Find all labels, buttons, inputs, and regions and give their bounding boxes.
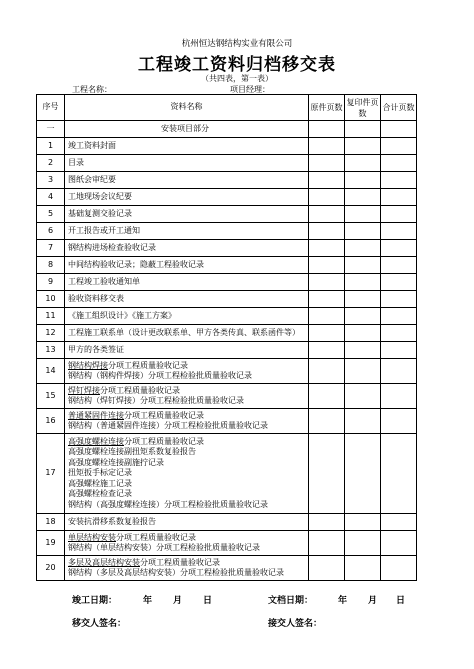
document-name-cell xyxy=(65,172,309,189)
document-name-line: 开工报告或开工通知 xyxy=(68,225,140,235)
original-pages-cell xyxy=(309,556,345,581)
document-name-cell xyxy=(65,291,309,308)
project-name-label: 工程名称： xyxy=(72,85,112,94)
document-name-line: 安装抗滑移系数复验报告 xyxy=(68,516,156,526)
row-number: 19 xyxy=(37,531,65,556)
table-row xyxy=(37,384,417,409)
row-number: 7 xyxy=(37,240,65,257)
copy-pages-cell xyxy=(345,189,381,206)
document-name-line: 《施工组织设计》《施工方案》 xyxy=(68,310,176,320)
document-name-cell xyxy=(65,556,309,581)
original-pages-cell xyxy=(309,308,345,325)
row-number: 1 xyxy=(37,138,65,155)
col-header-original-pages: 原件页数 xyxy=(309,95,345,121)
row-number: 18 xyxy=(37,514,65,531)
copy-pages-cell xyxy=(345,138,381,155)
document-name-line: 基础复测交验记录 xyxy=(68,208,132,218)
row-number: 2 xyxy=(37,155,65,172)
section-row xyxy=(37,121,417,138)
document-name-line: 图纸会审纪要 xyxy=(68,174,116,184)
table-row xyxy=(37,257,417,274)
total-pages-cell xyxy=(381,409,417,434)
total-pages-cell xyxy=(381,257,417,274)
document-subtitle: （共四表，第一表） xyxy=(201,74,273,83)
document-name-line: 高强度螺栓连接分项工程质量验收记录 xyxy=(68,436,204,446)
document-name-line: 验收资料移交表 xyxy=(68,293,124,303)
original-pages-cell xyxy=(309,189,345,206)
copy-pages-cell xyxy=(345,206,381,223)
archive-year: 年 xyxy=(338,596,348,606)
company-name: 杭州恒达钢结构实业有限公司 xyxy=(181,39,293,49)
document-name-line: 竣工资料封面 xyxy=(68,140,116,150)
completion-date-label: 竣工日期： xyxy=(72,596,118,606)
table-row xyxy=(37,240,417,257)
total-pages-cell xyxy=(381,308,417,325)
table-row xyxy=(37,342,417,359)
table-row xyxy=(37,291,417,308)
col-header-name: 资料名称 xyxy=(65,95,309,121)
document-name-line: 高强螺栓检查记录 xyxy=(68,489,132,499)
original-pages-cell xyxy=(309,155,345,172)
copy-pages-cell xyxy=(345,223,381,240)
table-row xyxy=(37,155,417,172)
original-pages-cell xyxy=(309,409,345,434)
total-pages-cell xyxy=(381,206,417,223)
total-pages-cell xyxy=(381,172,417,189)
document-name-cell xyxy=(65,155,309,172)
table-row xyxy=(37,325,417,342)
document-name-cell xyxy=(65,189,309,206)
document-name-cell xyxy=(65,359,309,384)
original-pages-cell xyxy=(309,325,345,342)
document-name-line: 甲方的各类签证 xyxy=(68,344,124,354)
document-name-cell xyxy=(65,240,309,257)
row-number: 15 xyxy=(37,384,65,409)
document-name-line: 钢结构焊接分项工程质量验收记录 xyxy=(68,360,188,370)
document-name-line: 普通紧固件连接分项工程质量验收记录 xyxy=(68,410,204,420)
table-row xyxy=(37,138,417,155)
copy-pages-cell xyxy=(345,556,381,581)
receiver-signature-label: 接交人签名： xyxy=(268,619,323,629)
table-row xyxy=(37,514,417,531)
row-number: 5 xyxy=(37,206,65,223)
document-name-cell xyxy=(65,325,309,342)
document-name-cell xyxy=(65,514,309,531)
document-name-cell xyxy=(65,138,309,155)
total-pages-cell xyxy=(381,434,417,514)
handover-signature-label: 移交人签名： xyxy=(72,619,127,629)
document-name-line: 钢结构（单层结构安装）分项工程检验批质量验收记录 xyxy=(68,543,260,552)
document-name-cell xyxy=(65,223,309,240)
original-pages-cell xyxy=(309,206,345,223)
original-pages-cell xyxy=(309,359,345,384)
total-pages-cell xyxy=(381,223,417,240)
document-name-line: 中间结构验收记录；隐蔽工程验收记录 xyxy=(68,259,204,269)
table-row xyxy=(37,274,417,291)
project-manager-label: 项目经理： xyxy=(230,85,270,94)
row-number: 3 xyxy=(37,172,65,189)
total-pages-cell xyxy=(381,138,417,155)
row-number: 6 xyxy=(37,223,65,240)
original-pages-cell xyxy=(309,514,345,531)
table-row xyxy=(37,189,417,206)
total-pages-cell xyxy=(381,291,417,308)
original-pages-cell xyxy=(309,138,345,155)
total-pages-cell xyxy=(381,359,417,384)
row-number: 20 xyxy=(37,556,65,581)
document-name-line: 工地现场会议纪要 xyxy=(68,191,132,201)
total-pages-cell xyxy=(381,189,417,206)
document-name-line: 高强度螺栓连接副扭矩系数复验报告 xyxy=(68,447,196,457)
original-pages-cell xyxy=(309,434,345,514)
row-number: 11 xyxy=(37,308,65,325)
copy-pages-cell xyxy=(345,409,381,434)
original-pages-cell xyxy=(309,172,345,189)
copy-pages-cell xyxy=(345,172,381,189)
table-row xyxy=(37,556,417,581)
document-name-line: 目录 xyxy=(68,157,84,167)
total-pages-cell xyxy=(381,556,417,581)
copy-pages-cell xyxy=(345,155,381,172)
original-pages-cell xyxy=(309,531,345,556)
table-row xyxy=(37,172,417,189)
document-name-cell xyxy=(65,342,309,359)
copy-pages-cell xyxy=(345,514,381,531)
original-pages-cell xyxy=(309,240,345,257)
copy-pages-cell xyxy=(345,384,381,409)
copy-pages-cell xyxy=(345,308,381,325)
document-name-line: 扭矩扳手标定记录 xyxy=(68,468,132,478)
row-number: 17 xyxy=(37,434,65,514)
copy-pages-cell xyxy=(345,359,381,384)
copy-pages-cell xyxy=(345,531,381,556)
document-name-cell xyxy=(65,206,309,223)
document-name-line: 钢结构（高强度螺栓连接）分项工程检验批质量验收记录 xyxy=(68,499,268,509)
document-name-line: 高强螺栓施工记录 xyxy=(68,478,132,488)
document-name-cell xyxy=(65,384,309,409)
document-name-line: 多层及高层结构安装分项工程质量验收记录 xyxy=(68,557,220,567)
copy-pages-cell xyxy=(345,434,381,514)
row-number: 10 xyxy=(37,291,65,308)
row-number: 16 xyxy=(37,409,65,434)
total-pages-cell xyxy=(381,342,417,359)
row-number: 9 xyxy=(37,274,65,291)
table-row xyxy=(37,409,417,434)
section-name: 安装项目部分 xyxy=(65,121,309,138)
archive-table xyxy=(36,94,417,581)
original-pages-cell xyxy=(309,257,345,274)
document-name-line: 钢结构（普通紧固件连接）分项工程检验批质量验收记录 xyxy=(68,421,268,430)
table-row xyxy=(37,206,417,223)
copy-pages-cell xyxy=(345,257,381,274)
document-name-line: 钢结构（焊钉焊接）分项工程检验批质量验收记录 xyxy=(68,396,244,405)
copy-pages-cell xyxy=(345,325,381,342)
document-name-cell xyxy=(65,434,309,514)
row-number: 14 xyxy=(37,359,65,384)
document-name-cell xyxy=(65,257,309,274)
document-name-line: 钢结构（多层及高层结构安装）分项工程检验批质量验收记录 xyxy=(68,568,284,577)
col-header-total-pages: 合计页数 xyxy=(381,95,417,121)
archive-date-label: 文档日期： xyxy=(268,596,314,606)
table-body xyxy=(37,121,417,581)
table-row xyxy=(37,308,417,325)
document-name-line: 钢结构进场检查验收记录 xyxy=(68,242,156,252)
table-header-row xyxy=(37,95,417,121)
document-title: 工程竣工资料归档移交表 xyxy=(138,55,336,75)
total-pages-cell xyxy=(381,121,417,138)
copy-pages-cell xyxy=(345,240,381,257)
col-header-copy-pages: 复印件页数 xyxy=(345,95,381,121)
table-row xyxy=(37,531,417,556)
row-number: 12 xyxy=(37,325,65,342)
document-name-cell xyxy=(65,274,309,291)
row-number: 8 xyxy=(37,257,65,274)
original-pages-cell xyxy=(309,384,345,409)
total-pages-cell xyxy=(381,384,417,409)
document-name-line: 高强度螺栓连接副施拧记录 xyxy=(68,457,164,467)
archive-month: 月 xyxy=(368,596,378,606)
section-no: 一 xyxy=(37,121,65,138)
original-pages-cell xyxy=(309,274,345,291)
document-name-line: 工程竣工验收通知单 xyxy=(68,276,140,286)
completion-day: 日 xyxy=(203,596,213,606)
original-pages-cell xyxy=(309,223,345,240)
total-pages-cell xyxy=(381,274,417,291)
row-number: 13 xyxy=(37,342,65,359)
completion-year: 年 xyxy=(143,596,153,606)
total-pages-cell xyxy=(381,325,417,342)
col-header-no: 序号 xyxy=(37,95,65,121)
table-row xyxy=(37,359,417,384)
row-number: 4 xyxy=(37,189,65,206)
document-name-line: 钢结构（钢构件焊接）分项工程检验批质量验收记录 xyxy=(68,371,252,380)
completion-month: 月 xyxy=(173,596,183,606)
copy-pages-cell xyxy=(345,274,381,291)
total-pages-cell xyxy=(381,531,417,556)
document-name-line: 单层结构安装分项工程质量验收记录 xyxy=(68,532,196,542)
archive-day: 日 xyxy=(396,596,406,606)
original-pages-cell xyxy=(309,121,345,138)
document-name-cell xyxy=(65,409,309,434)
document-name-line: 工程施工联系单（设计更改联系单、甲方各类传真、联系函件等） xyxy=(68,327,300,337)
total-pages-cell xyxy=(381,240,417,257)
copy-pages-cell xyxy=(345,342,381,359)
document-name-cell xyxy=(65,308,309,325)
table-row xyxy=(37,223,417,240)
table-row xyxy=(37,434,417,514)
document-name-line: 焊钉焊接分项工程质量验收记录 xyxy=(68,385,180,395)
document-name-cell xyxy=(65,531,309,556)
copy-pages-cell xyxy=(345,291,381,308)
total-pages-cell xyxy=(381,155,417,172)
copy-pages-cell xyxy=(345,121,381,138)
total-pages-cell xyxy=(381,514,417,531)
original-pages-cell xyxy=(309,291,345,308)
original-pages-cell xyxy=(309,342,345,359)
